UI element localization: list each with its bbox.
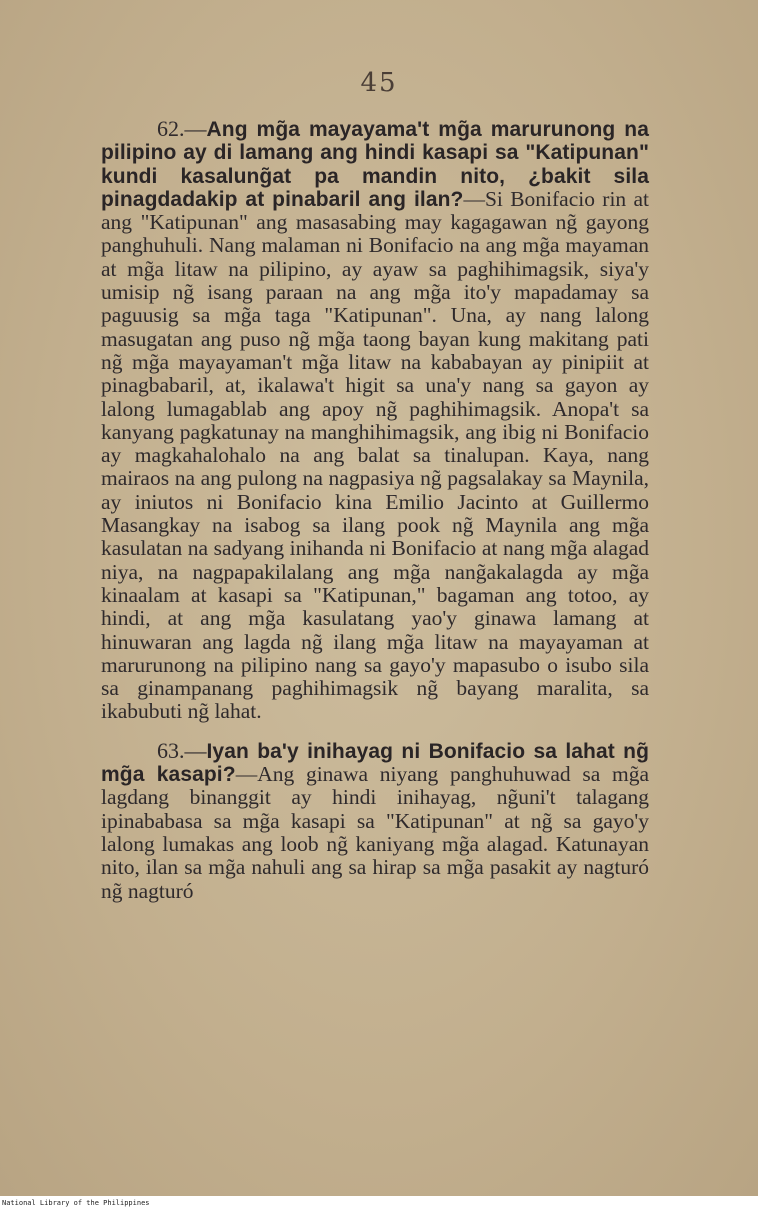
answer-text: —Si Bonifacio rin at ang "Katipunan" ang masasabing may kagagawan ng̃ gayong panghuhuli. Nang malaman ni Bonifacio na ang mg̃a mayaman at mg̃a litaw na pilipino, ay ayaw sa paghihimagsik, siya'y umisip ng̃ isang paraan na ang mg̃a ito'y mapadamay sa paguusig sa mg̃a taga "Katipunan". Una, ay nang lalong masugatan ang puso ng̃ mg̃a taong bayan kung makitang pati ng̃ mg̃a mayayaman't mg̃a litaw na kababayan ay pinipiit at pinagbabaril, at, ikalawa't higit sa una'y nang sa gayon ay lalong lumagablab ang apoy ng̃ paghihimagsik. Anopa't sa kanyang pagkatunay na manghihimagsik, ang ibig ni Bonifacio ay magkahalohalo na ang balat sa tinalupan. Kaya, nang mairaos na ang pulong na nagpasiya ng̃ pagsalakay sa Maynila, ay iniutos ni Bonifacio kina Emilio Jacinto at Guillermo Masangkay na isabog sa ilang pook ng̃ Maynila ang mg̃a kasulatan na sadyang inihanda ni Bonifacio at nang mg̃a alagad niya, na nagpapakilalang ang mg̃a nang̃akalagda ay mg̃a kinaalam at kasapi sa "Katipunan," bagaman ang totoo, ay hindi, at ang mg̃a kasulatang yao'y ginawa lamang at hinuwaran ang lagda ng̃ ilang mg̃a litaw na mayayaman at marurunong na pilipino nang sa gayo'y mapasubo o isubo sila sa ginampanang paghihimagsik ng̃ bayang maralita, sa ikabubuti ng̃ lahat. (101, 186, 649, 724)
answer-text: —Ang ginawa niyang panghuhuwad sa mg̃a lagdang binanggit ay hindi inihayag, ng̃uni't talagang ipinababasa sa mg̃a kasapi sa "Katipunan" at ng̃ sa gayo'y lalong lumakas ang loob ng̃ kaniyang mg̃a alagad. Katunayan nito, ilan sa mg̃a nahuli ang sa hirap sa mg̃a pasakit ay nagturó ng̃ nagturó (101, 762, 649, 903)
question-number: 63.— (157, 737, 207, 763)
paragraph-63 (101, 739, 649, 903)
question-text: Ang mg̃a mayayama't mg̃a marurunong na pilipino ay di lamang ang hindi kasapi sa "Katipunan" kundi kasalung̃at pa mandin nito, ¿bakit sila pinagdadakip at pinabaril ang ilan? (101, 118, 649, 211)
library-credit: National Library of the Philippines (2, 1199, 150, 1207)
question-number: 62.— (157, 116, 207, 141)
body-text (101, 117, 649, 903)
page-number: 45 (360, 68, 398, 98)
question-text: Iyan ba'y inihayag ni Bonifacio sa lahat ng̃ mg̃a kasapi? (101, 739, 649, 787)
paragraph-62 (101, 117, 649, 724)
